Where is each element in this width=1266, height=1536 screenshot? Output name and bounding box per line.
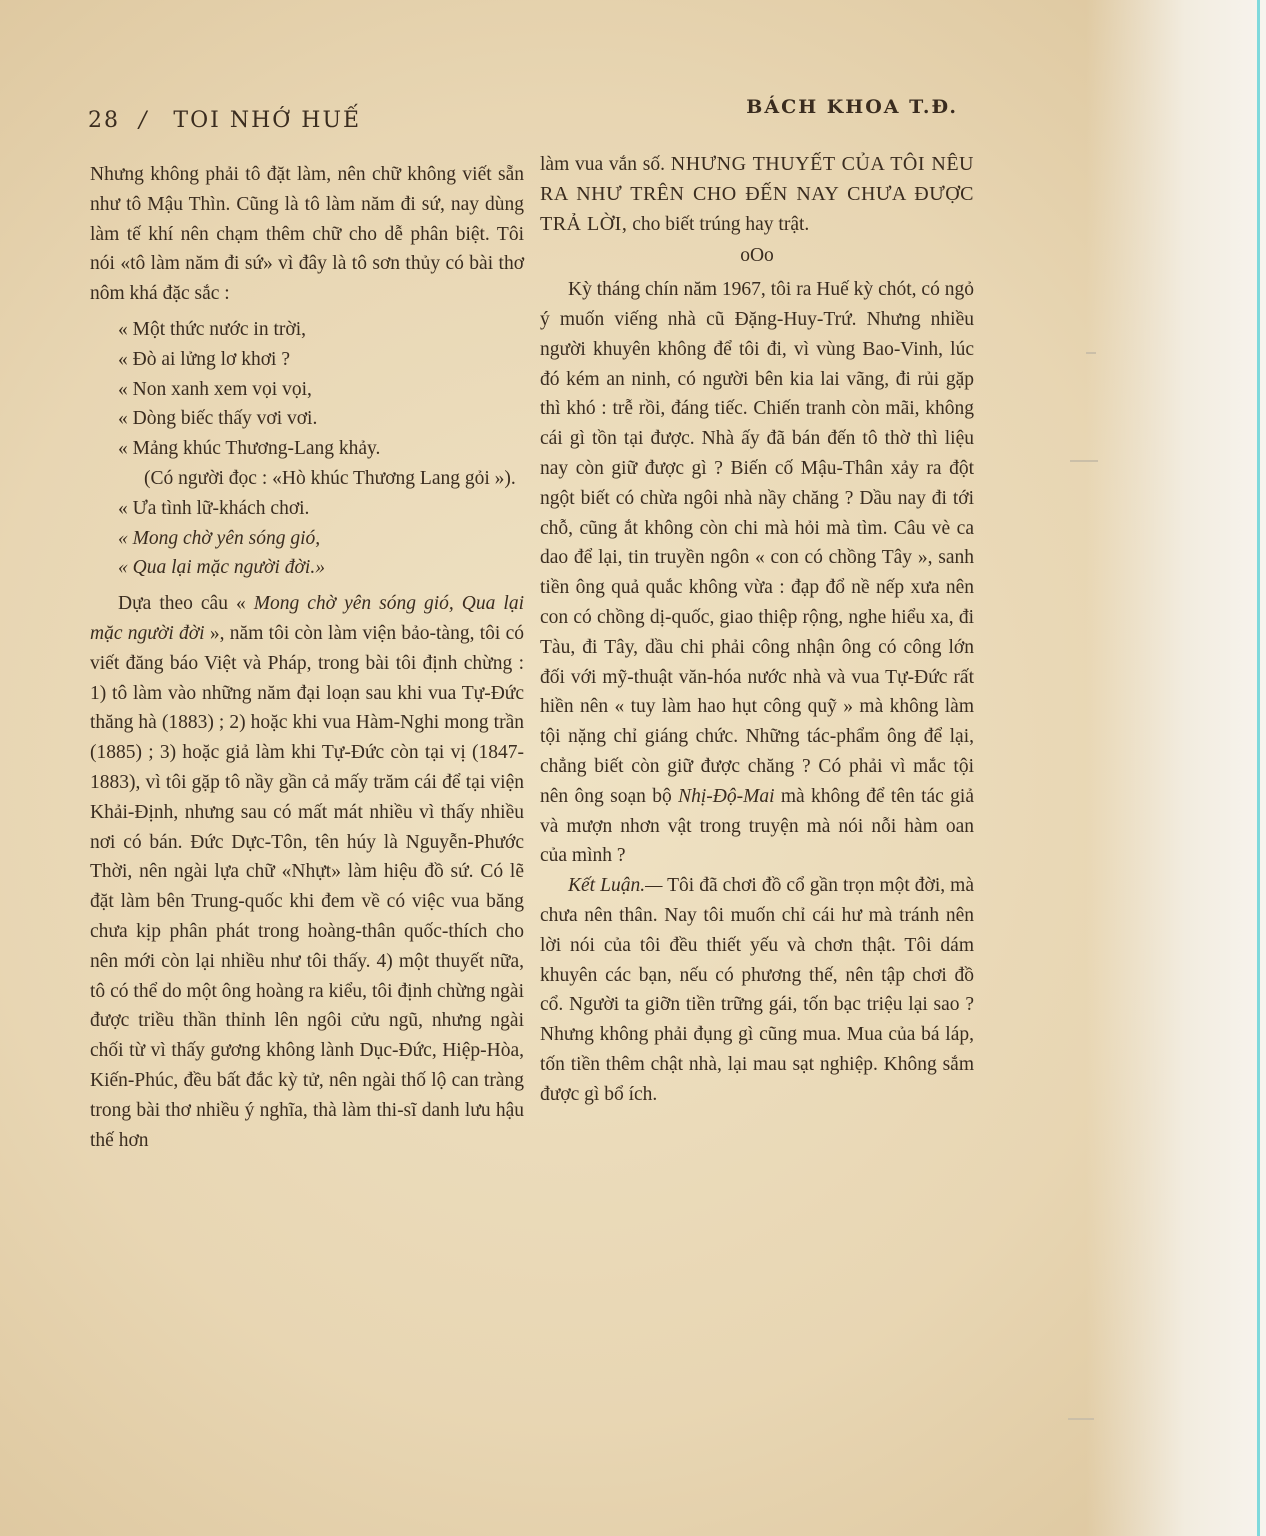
section-separator: oOo (740, 245, 774, 267)
scan-edge-line (1257, 0, 1260, 1536)
paragraph (540, 871, 974, 1109)
page-header (88, 96, 958, 136)
margin-mark (1086, 352, 1096, 354)
margin-mark (1070, 460, 1098, 462)
text: Tôi đã chơi đồ cổ gần trọn một đời, mà chưa nên thân. Nay tôi muốn chỉ cái hư mà tránh nên lời nói của tôi đều thiết yếu và chơn thật. Tôi dám khuyên các bạn, nếu có phương thế, nên tập chơi đồ cổ. Người ta giỡn tiền trững gái, tốn bạc triệu lại sao ? Nhưng không phải đụng gì cũng mua. Mua của bá láp, tốn tiền thêm chật nhà, lại mau sạt nghiệp. Không sắm được gì bổ ích. (540, 875, 974, 1105)
poem-note: (Có người đọc : «Hò khúc Thương Lang gỏi »). (144, 467, 516, 489)
paragraph (540, 275, 974, 871)
conclusion-label: Kết Luận.— (568, 875, 663, 897)
page-margin (1086, 0, 1266, 1536)
paragraph: Nhưng không phải tô đặt làm, nên chữ không viết sẵn như tô Mậu Thìn. Cũng là tô làm năm đi sứ, nay dùng làm tế khí nên chạm thêm chữ cho dễ phân biệt. Tôi nói «tô làm năm đi sứ» vì đây là tô sơn thủy có bài thơ nôm khá đặc sắc : (90, 164, 524, 305)
poem-line: « Mong chờ yên sóng gió, (118, 527, 321, 549)
poem-line: « Đò ai lửng lơ khơi ? (118, 348, 291, 370)
paragraph (540, 150, 974, 239)
left-column (90, 160, 524, 1155)
margin-mark (1068, 1418, 1094, 1420)
poem-line: « Mảng khúc Thương-Lang khảy. (118, 438, 381, 460)
quote-text: Mong chờ yên sóng gió, Qua lại mặc người đời (90, 593, 524, 644)
text: mà không để tên tác giả và mượn nhơn vật trong truyện mà nói nỗi hàm oan của mình ? (540, 785, 974, 867)
poem (118, 315, 524, 583)
caps-text: NHƯNG THUYẾT CỦA TÔI NÊU RA NHƯ TRÊN CHO ĐẾN NAY CHƯA ĐƯỢC TRẢ LỜI, (540, 153, 974, 235)
header-left (88, 108, 361, 133)
poem-line: « Một thức nước in trời, (118, 318, 306, 340)
text: Kỳ tháng chín năm 1967, tôi ra Huế kỳ chót, có ngỏ ý muốn viếng nhà cũ Đặng-Huy-Trứ. Nhưng nhiều người khuyên không để tôi đi, vì vùng Bao-Vinh, lúc đó kém an ninh, có người bên kia lai vãng, đi rủi gặp thì khó : trễ rồi, đáng tiếc. Chiến tranh còn mãi, không cái gì tồn tại được. Nhà ấy đã bán đến tô thờ thì liệu nay còn giữ được gì ? Biến cố Mậu-Thân xảy ra đột ngột biết có chừa ngôi nhà nầy chăng ? Dầu nay đi tới chỗ, cũng ắt không còn chi mà hỏi mà tìm. Câu vè ca dao để lại, tin truyền ngôn « con có chồng Tây », sanh tiền ông quả quắc không vừa : đạp đổ nề nếp xưa nên con có chồng dị-quốc, giao thiệp rộng, nghe hiểu xa, đi Tàu, đi Tây, dầu chi phải công nhận ông có công lớn đối với mỹ-thuật văn-hóa nước nhà và vua Tự-Đức rất hiền nên « tuy làm hao hụt công quỹ » mà không làm tội nặng chỉ giáng chức. Những tác-phẩm ông để lại, chẳng biết còn giữ được chăng ? Có phải vì mắc tội nên ông soạn bộ (540, 279, 974, 807)
article-title: TOI NHỚ HUẾ (173, 108, 362, 133)
book-title: Nhị-Độ-Mai (678, 785, 775, 807)
paragraph (90, 589, 524, 1155)
page-number: 28 (88, 108, 120, 133)
text: làm vua vắn số. (540, 154, 666, 175)
text: Dựa theo câu « (118, 593, 246, 615)
poem-line: « Qua lại mặc người đời.» (118, 557, 325, 579)
poem-line: « Ưa tình lữ-khách chơi. (118, 497, 310, 519)
header-slash: / (139, 108, 149, 133)
journal-name: BÁCH KHOA T.Đ. (746, 96, 958, 118)
right-column (540, 150, 974, 1110)
poem-line: « Dòng biếc thấy vơi vơi. (118, 408, 318, 430)
text: cho biết trúng hay trật. (632, 213, 810, 235)
poem-line: « Non xanh xem vọi vọi, (118, 378, 312, 400)
text: », năm tôi còn làm viện bảo-tàng, tôi có viết đăng báo Việt và Pháp, trong bài tôi định chừng : 1) tô làm vào những năm đại loạn sau khi vua Tự-Đức thăng hà (1883) ; 2) hoặc khi vua Hàm-Nghi mong trần (1885) ; 3) hoặc giả làm khi Tự-Đức còn tại vị (1847-1883), vì tôi gặp tô nầy gần cả mấy trăm cái để tại viện Khải-Định, nhưng sau có mất mát nhiều vì thấy nhiều nơi có bán. Đức Dực-Tôn, tên húy là Nguyễn-Phước Thời, nên ngài lựa chữ «Nhựt» làm hiệu đồ sứ. Có lẽ đặt làm bên Trung-quốc khi đem về có việc vua băng chưa kịp phân phát trong hoàng-thân quốc-thích cho nên mới còn lại nhiều như tôi thấy. 4) một thuyết nữa, tô có thể do một ông hoàng ra kiểu, tôi định chừng ngài được triều thần thỉnh lên ngôi cửu ngũ, nhưng ngài chối từ vì thấy gương không lành Dục-Đức, Hiệp-Hòa, Kiến-Phúc, đều bất đắc kỳ tử, nên ngài thố lộ can tràng trong bài thơ nhiều ý nghĩa, thà làm thi-sĩ danh lưu hậu thế hơn (90, 622, 525, 1151)
